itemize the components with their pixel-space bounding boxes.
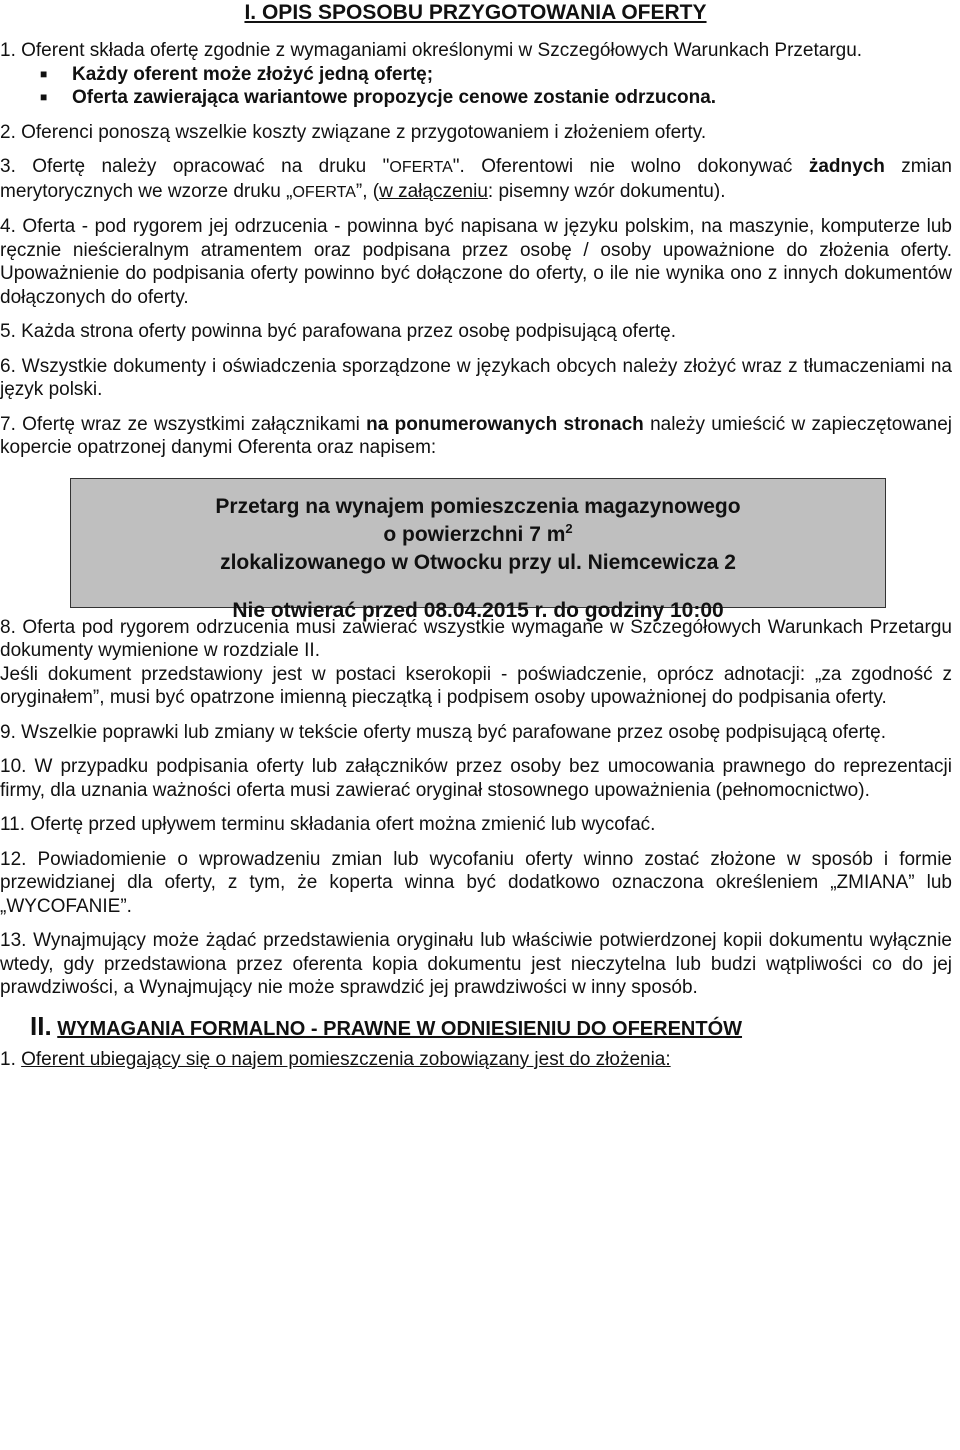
section-2-title bbox=[30, 1010, 956, 1042]
box-line-2-sup: 2 bbox=[565, 520, 573, 536]
box-line-3: zlokalizowanego w Otwocku przy ul. Niemcewicza 2 bbox=[220, 550, 736, 574]
p3-text-a: 3. Ofertę należy opracować na druku " bbox=[0, 156, 390, 177]
square-bullet-icon: ■ bbox=[40, 90, 48, 104]
paragraph-11: 11. Ofertę przed upływem terminu składania ofert można zmienić lub wycofać. bbox=[0, 814, 656, 835]
paragraph-12: 12. Powiadomienie o wprowadzeniu zmian lub wycofaniu oferty winno zostać złożone w sposób i formie przewidzianej dla oferty, z tym, że koperta winna być dodatkowo oznaczona określeniem „ZMIANA” lub „WYCOFANIE”. bbox=[0, 848, 952, 917]
square-bullet-icon: ■ bbox=[40, 66, 48, 81]
p3-underlined: w załączeniu bbox=[379, 180, 488, 202]
p7-bold: na ponumerowanych stronach bbox=[366, 413, 644, 435]
p3-oferta-1: OFERTA bbox=[389, 159, 453, 176]
box-line-2-text: o powierzchni 7 m bbox=[383, 522, 566, 546]
paragraph-13: 13. Wynajmujący może żądać przedstawienia oryginału lub właściwie potwierdzonej kopii dokumentu wyłącznie wtedy, gdy przedstawiona przez oferenta kopia dokumentu jest nieczytelna lub budzi wątpliwości co do jej prawdziwości, a Wynajmujący nie może sprawdzić jej prawdziwości w inny sposób. bbox=[0, 930, 952, 998]
section-1-title: I. OPIS SPOSOBU PRZYGOTOWANIA OFERTY bbox=[244, 1, 707, 24]
section-2-roman: II. bbox=[30, 1010, 52, 1041]
envelope-label-box bbox=[70, 478, 886, 622]
section-2-paragraph-1 bbox=[0, 1048, 956, 1072]
bullet-text: Oferta zawierająca wariantowe propozycje cenowe zostanie odrzucona. bbox=[72, 87, 717, 108]
bullet-text: Każdy oferent może złożyć jedną ofertę; bbox=[72, 63, 434, 85]
section-2-title-text: WYMAGANIA FORMALNO - PRAWNE W ODNIESIENIU DO OFERENTÓW bbox=[57, 1017, 743, 1040]
paragraph-1: 1. Oferent składa ofertę zgodnie z wymaganiami określonymi w Szczegółowych Warunkach Przetargu. bbox=[0, 40, 863, 61]
p7-text-a: 7. Ofertę wraz ze wszystkimi załącznikami bbox=[0, 413, 367, 435]
box-line-4: Nie otwierać przed 08.04.2015 r. do godziny 10:00 bbox=[232, 598, 724, 622]
p3-text-e: : pisemny wzór dokumentu). bbox=[487, 180, 726, 202]
paragraph-7 bbox=[0, 413, 956, 460]
paragraph-9: 9. Wszelkie poprawki lub zmiany w tekście oferty muszą być parafowane przez osobę podpisującą ofertę. bbox=[0, 721, 887, 743]
paragraph-3 bbox=[0, 155, 956, 204]
paragraph-5: 5. Każda strona oferty powinna być parafowana przez osobę podpisującą ofertę. bbox=[0, 321, 676, 342]
paragraph-10: 10. W przypadku podpisania oferty lub załączników przez osoby bez umocowania prawnego do reprezentacji firmy, dla uznania ważności oferta musi zawierać oryginał stosownego upoważnienia (pełnomocnictwo). bbox=[0, 756, 952, 801]
p3-text-d: ”, ( bbox=[355, 180, 380, 202]
s2-p1-num: 1. bbox=[0, 1048, 22, 1070]
box-line-1: Przetarg na wynajem pomieszczenia magazynowego bbox=[215, 494, 741, 518]
p3-text-b: ". Oferentowi nie wolno dokonywać bbox=[452, 156, 809, 177]
p7-text-b: należy umieścić w zapieczętowanej kopercie opatrzonej danymi Oferenta oraz napisem: bbox=[0, 413, 952, 458]
s2-p1-underlined: Oferent ubiegający się o najem pomieszczenia zobowiązany jest do złożenia: bbox=[21, 1048, 671, 1070]
p3-text-c: zmian merytorycznych we wzorze druku „ bbox=[0, 156, 952, 202]
box-line-2 bbox=[71, 521, 885, 549]
paragraph-8a: 8. Oferta pod rygorem odrzucenia musi zawierać wszystkie wymagane w Szczegółowych Warunkach Przetargu dokumenty wymienione w rozdziale II. bbox=[0, 616, 952, 661]
p3-bold: żadnych bbox=[808, 156, 885, 177]
p3-oferta-2: OFERTA bbox=[292, 183, 356, 201]
bullet-item bbox=[40, 86, 956, 110]
bullet-item bbox=[40, 63, 956, 87]
paragraph-2: 2. Oferenci ponoszą wszelkie koszty związane z przygotowaniem i złożeniem oferty. bbox=[0, 121, 707, 143]
paragraph-6: 6. Wszystkie dokumenty i oświadczenia sporządzone w językach obcych należy złożyć wraz z tłumaczeniami na język polski. bbox=[0, 355, 952, 400]
paragraph-4: 4. Oferta - pod rygorem jej odrzucenia - powinna być napisana w języku polskim, na maszynie, komputerze lub ręcznie nieścieralnym atramentem oraz podpisana przez osobę / osoby upoważnione do złożenia oferty. Upoważnienie do podpisania oferty powinno być dołączone do oferty, o ile nie wynika ono z innych dokumentów dołączonych do oferty. bbox=[0, 216, 952, 308]
paragraph-8b: Jeśli dokument przedstawiony jest w postaci kserokopii - poświadczenie, oprócz adnotacji: „za zgodność z oryginałem”, musi być opatrzone imienną pieczątką i podpisem osoby upoważnionej do podpisania oferty. bbox=[0, 663, 952, 708]
